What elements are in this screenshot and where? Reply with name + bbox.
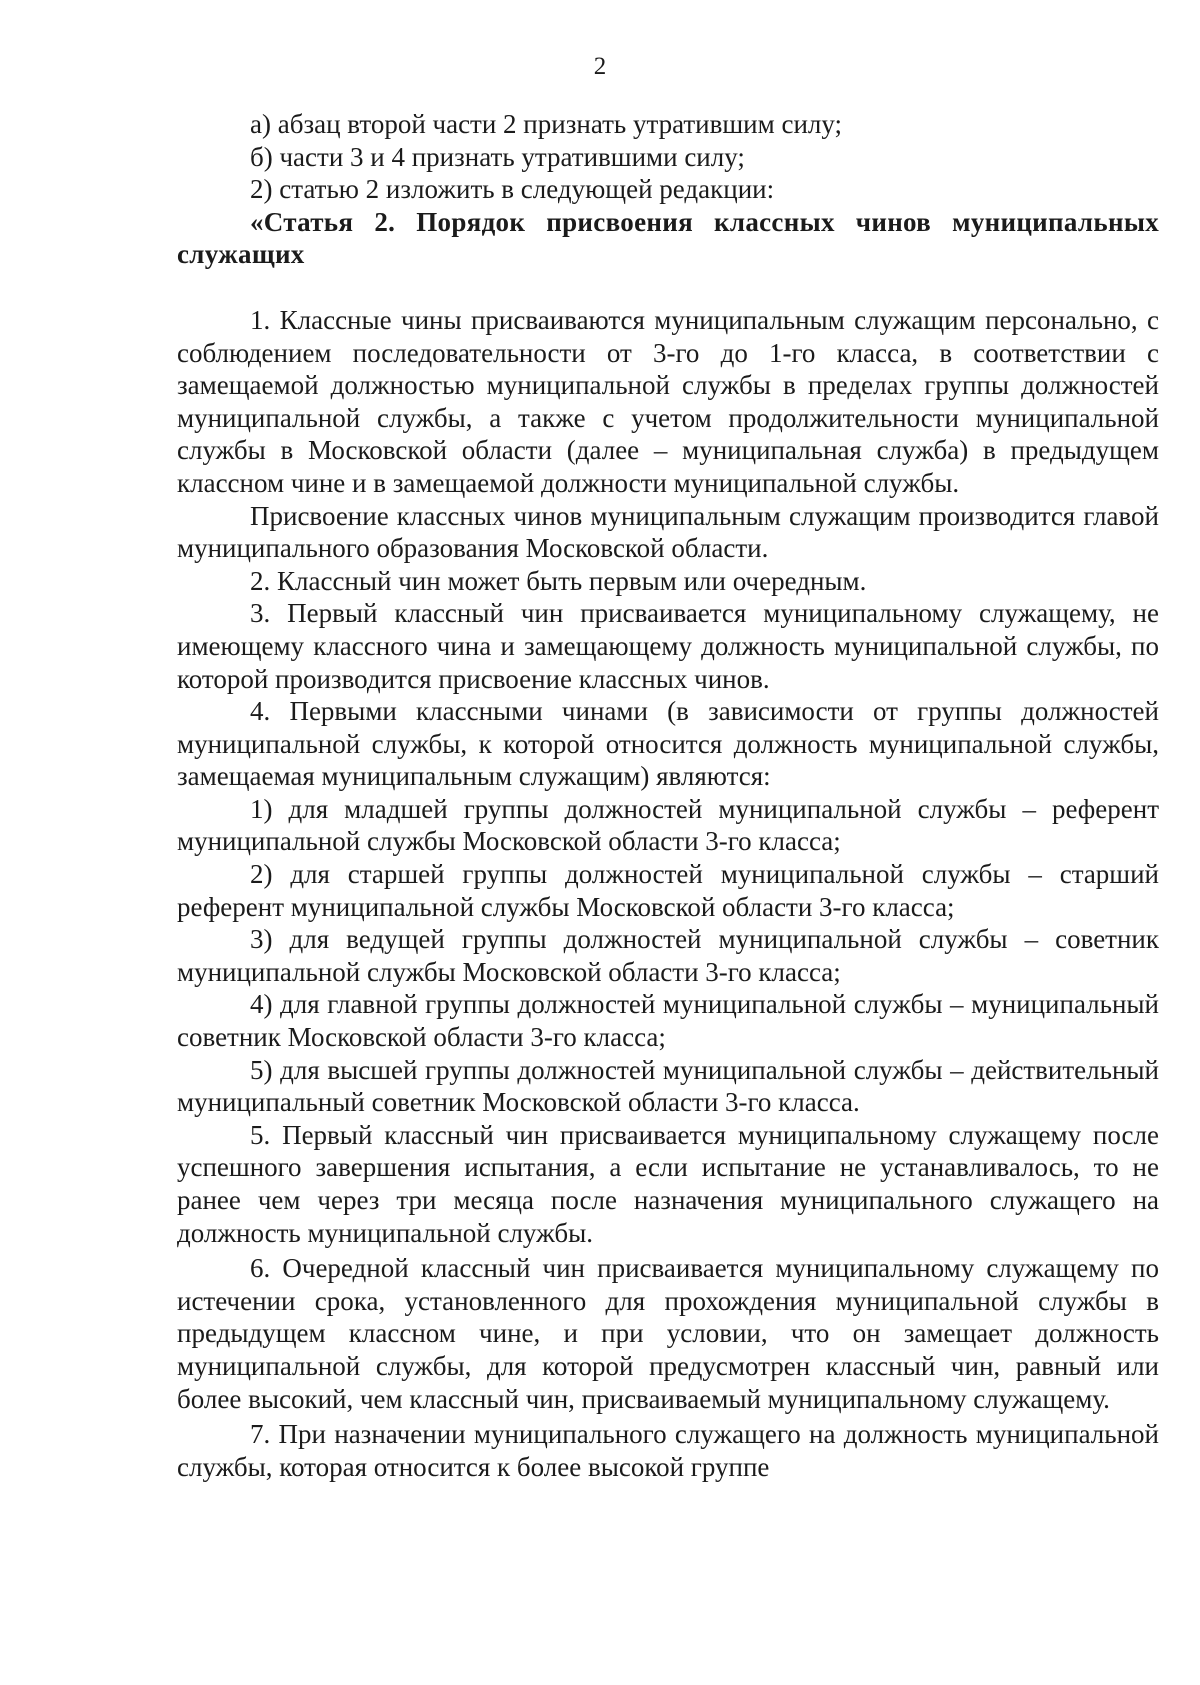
amendment-item-b: б) части 3 и 4 признать утратившими силу; xyxy=(250,141,745,172)
amendment-item-2: 2) статью 2 изложить в следующей редакции: xyxy=(250,174,775,205)
document-body xyxy=(177,108,1159,1483)
clause-4-item-3: 3) для ведущей группы должностей муниципальной службы – советник муниципальной службы Московской области 3-го класса; xyxy=(177,924,1159,987)
article-heading: «Статья 2. Порядок присвоения классных чинов муниципальных служащих xyxy=(177,206,1159,270)
clause-2: 2. Классный чин может быть первым или очередным. xyxy=(250,565,867,596)
blank-line xyxy=(177,271,1159,304)
clause-4: 4. Первыми классными чинами (в зависимости от группы должностей муниципальной службы, к которой относится должность муниципальной службы, замещаемая муниципальным служащим) являются: xyxy=(177,696,1159,792)
page-number: 2 xyxy=(593,53,607,80)
clause-4-item-2: 2) для старшей группы должностей муниципальной службы – старший референт муниципальной службы Московской области 3-го класса; xyxy=(177,859,1159,922)
clause-3: 3. Первый классный чин присваивается муниципальному служащему, не имеющему классного чина и замещающему должность муниципальной службы, по которой производится присвоение классных чинов. xyxy=(177,598,1159,694)
clause-4-item-1: 1) для младшей группы должностей муниципальной службы – референт муниципальной службы Московской области 3-го класса; xyxy=(177,793,1159,857)
clause-4-item-5: 5) для высшей группы должностей муниципальной службы – действительный муниципальный советник Московской области 3-го класса. xyxy=(177,1054,1159,1118)
clause-6: 6. Очередной классный чин присваивается муниципальному служащему по истечении срока, установленного для прохождения муниципальной службы в предыдущем классном чине, и при условии, что он замещает должность муниципальной службы, для которой предусмотрен классный чин, равный или более высокий, чем классный чин, присваиваемый муниципальному служащему. xyxy=(177,1253,1159,1414)
clause-7: 7. При назначении муниципального служащего на должность муниципальной службы, которая относится к более высокой группе xyxy=(177,1419,1159,1482)
clause-1: 1. Классные чины присваиваются муниципальным служащим персонально, с соблюдением последовательности от 3-го до 1-го класса, в соответствии с замещаемой должностью муниципальной службы в пределах группы должностей муниципальной службы, а также с учетом продолжительности муниципальной службы в Московской области (далее – муниципальная служба) в предыдущем классном чине и в замещаемой должности муниципальной службы. xyxy=(177,304,1159,498)
clause-4-item-4: 4) для главной группы должностей муниципальной службы – муниципальный советник Московской области 3-го класса; xyxy=(177,989,1159,1053)
clause-1-paragraph-2: Присвоение классных чинов муниципальным служащим производится главой муниципального образования Московской области. xyxy=(177,500,1159,564)
clause-5: 5. Первый классный чин присваивается муниципальному служащему после успешного завершения испытания, а если испытание не устанавливалось, то не ранее чем через три месяца после назначения муниципального служащего на должность муниципальной службы. xyxy=(177,1119,1159,1248)
amendment-item-a: а) абзац второй части 2 признать утратившим силу; xyxy=(250,109,843,139)
